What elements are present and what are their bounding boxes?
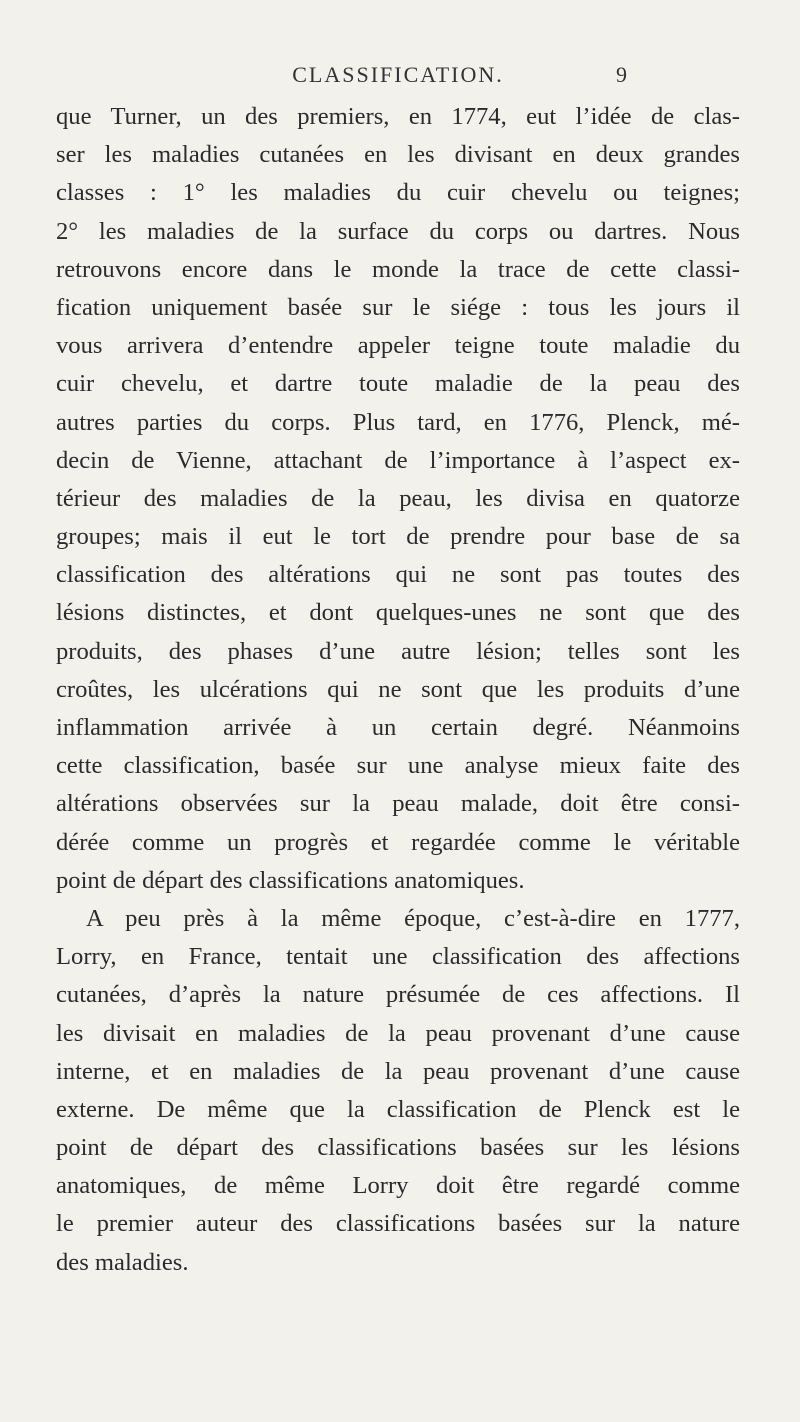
text-line: ser les maladies cutanées en les divisant en deux grandes bbox=[56, 141, 740, 169]
text-line: le premier auteur des classifications basées sur la nature bbox=[56, 1210, 740, 1238]
text-line: point de départ des classifications basées sur les lésions bbox=[56, 1134, 740, 1162]
paragraph-1 bbox=[56, 98, 740, 900]
text-line: térieur des maladies de la peau, les divisa en quatorze bbox=[56, 484, 740, 512]
text-line: externe. De même que la classification de Plenck est le bbox=[56, 1095, 740, 1123]
text-line: produits, des phases d’une autre lésion; telles sont les bbox=[56, 637, 740, 665]
text-line: altérations observées sur la peau malade, doit être consi- bbox=[56, 790, 740, 818]
text-line: cuir chevelu, et dartre toute maladie de la peau des bbox=[56, 370, 740, 398]
text-line: croûtes, les ulcérations qui ne sont que les produits d’une bbox=[56, 675, 740, 703]
running-title: CLASSIFICATION. bbox=[292, 62, 504, 87]
text-line: dérée comme un progrès et regardée comme le véritable bbox=[56, 828, 740, 856]
text-line: fication uniquement basée sur le siége : tous les jours il bbox=[56, 293, 740, 321]
text-line: des maladies. bbox=[56, 1248, 189, 1276]
text-line: interne, et en maladies de la peau provenant d’une cause bbox=[56, 1057, 740, 1085]
text-line: lésions distinctes, et dont quelques-unes ne sont que des bbox=[56, 599, 740, 627]
text-line: A peu près à la même époque, c’est-à-dire en 1777, bbox=[86, 904, 740, 932]
text-line: groupes; mais il eut le tort de prendre pour base de sa bbox=[56, 523, 740, 551]
text-line: anatomiques, de même Lorry doit être regardé comme bbox=[56, 1172, 740, 1200]
text-line: 2° les maladies de la surface du corps ou dartres. Nous bbox=[56, 217, 740, 245]
text-line: les divisait en maladies de la peau provenant d’une cause bbox=[56, 1019, 740, 1047]
page-number: 9 bbox=[616, 62, 627, 87]
body-text bbox=[56, 98, 740, 1282]
text-line: point de départ des classifications anatomiques. bbox=[56, 866, 525, 894]
text-line: classes : 1° les maladies du cuir chevelu ou teignes; bbox=[56, 179, 740, 207]
text-line: inflammation arrivée à un certain degré. Néanmoins bbox=[56, 714, 740, 741]
text-line: cutanées, d’après la nature présumée de ces affections. Il bbox=[56, 981, 740, 1009]
paragraph-2 bbox=[56, 900, 740, 1282]
text-line: classification des altérations qui ne sont pas toutes des bbox=[56, 561, 740, 589]
text-line: que Turner, un des premiers, en 1774, eut l’idée de clas- bbox=[56, 103, 740, 130]
text-line: retrouvons encore dans le monde la trace de cette classi- bbox=[56, 255, 740, 283]
text-line: decin de Vienne, attachant de l’importance à l’aspect ex- bbox=[56, 446, 740, 474]
running-head bbox=[0, 62, 800, 92]
text-line: Lorry, en France, tentait une classification des affections bbox=[56, 943, 740, 971]
text-line: cette classification, basée sur une analyse mieux faite des bbox=[56, 752, 740, 780]
text-line: autres parties du corps. Plus tard, en 1776, Plenck, mé- bbox=[56, 408, 740, 436]
text-line: vous arrivera d’entendre appeler teigne toute maladie du bbox=[56, 332, 740, 360]
